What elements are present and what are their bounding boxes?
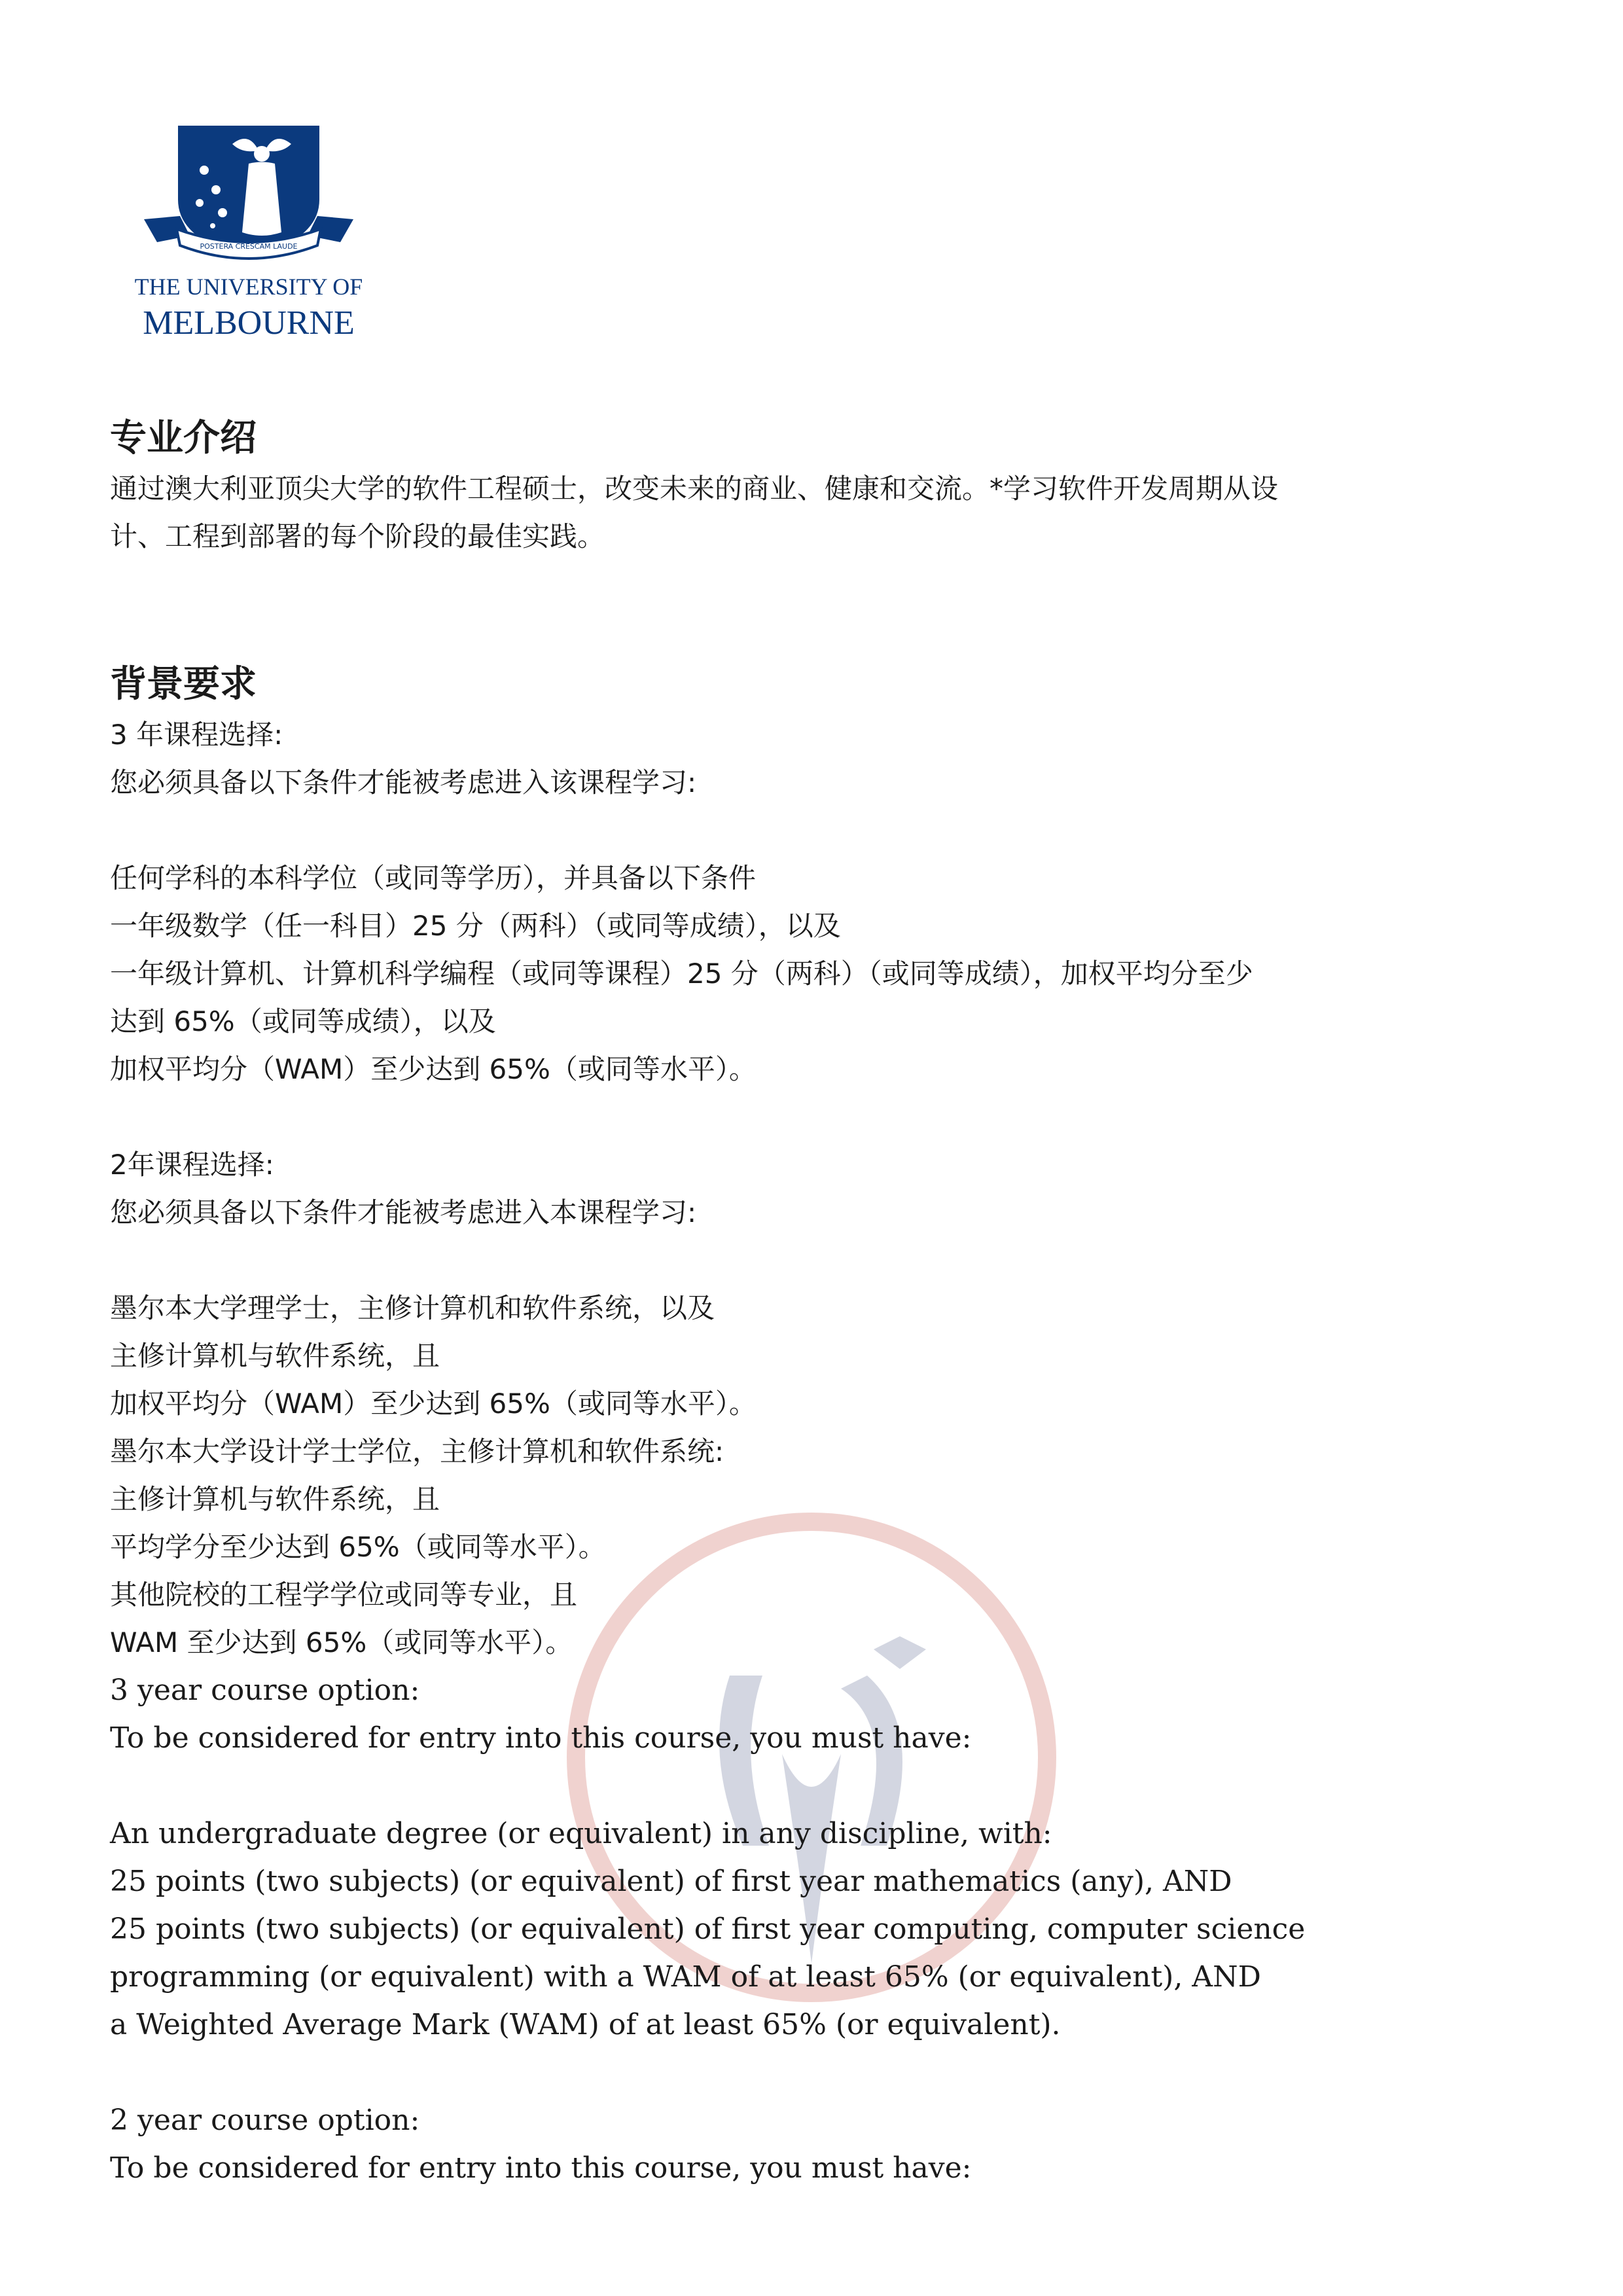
cn-3yr-item: 加权平均分（WAM）至少达到 65%（或同等水平）。: [110, 1053, 757, 1085]
document-body: [110, 412, 1517, 2192]
cn-2yr-item: 其他院校的工程学学位或同等专业，且: [110, 1579, 578, 1611]
logo-ribbon-text: POSTERA CRESCAM LAUDE: [200, 242, 298, 251]
cn-3yr-item: 达到 65%（或同等成绩），以及: [110, 1005, 496, 1037]
cn-2yr-item: 主修计算机与软件系统，且: [110, 1483, 440, 1515]
cn-2yr-item: 加权平均分（WAM）至少达到 65%（或同等水平）。: [110, 1388, 757, 1420]
university-logo: [118, 108, 380, 350]
logo-line-2: MELBOURNE: [143, 304, 355, 342]
en-3yr-item: 25 points (two subjects) (or equivalent) of first year mathematics (any), AND: [110, 1865, 1232, 1898]
cn-3yr-subheading: 您必须具备以下条件才能被考虑进入该课程学习:: [110, 766, 697, 798]
cn-2yr-heading: 2年课程选择:: [110, 1149, 274, 1181]
cn-2yr-item: 墨尔本大学理学士，主修计算机和软件系统，以及: [110, 1292, 715, 1324]
background-title: 背景要求: [110, 663, 257, 706]
cn-2yr-item: 墨尔本大学设计学士学位，主修计算机和软件系统:: [110, 1435, 724, 1467]
cn-3yr-item: 一年级数学（任一科目）25 分（两科）（或同等成绩），以及: [110, 910, 841, 942]
en-3yr-subheading: To be considered for entry into this course, you must have:: [110, 1721, 972, 1755]
en-3yr-item: programming (or equivalent) with a WAM of at least 65% (or equivalent), AND: [110, 1960, 1261, 1994]
cn-2yr-item: WAM 至少达到 65%（或同等水平）。: [110, 1626, 573, 1659]
en-2yr-heading: 2 year course option:: [110, 2104, 420, 2137]
en-2yr-subheading: To be considered for entry into this course, you must have:: [110, 2151, 972, 2185]
intro-line: 通过澳大利亚顶尖大学的软件工程硕士，改变未来的商业、健康和交流。*学习软件开发周期从设: [110, 473, 1279, 505]
cn-2yr-subheading: 您必须具备以下条件才能被考虑进入本课程学习:: [110, 1196, 697, 1229]
en-3yr-item: 25 points (two subjects) (or equivalent) of first year computing, computer science: [110, 1912, 1306, 1946]
cn-2yr-item: 平均学分至少达到 65%（或同等水平）。: [110, 1531, 606, 1563]
cn-2yr-item: 主修计算机与软件系统，且: [110, 1340, 440, 1372]
cn-3yr-item: 任何学科的本科学位（或同等学历），并具备以下条件: [110, 862, 757, 894]
intro-line: 计、工程到部署的每个阶段的最佳实践。: [110, 520, 605, 552]
cn-3yr-item: 一年级计算机、计算机科学编程（或同等课程）25 分（两科）（或同等成绩），加权平均分至少: [110, 958, 1253, 990]
en-3yr-heading: 3 year course option:: [110, 1674, 420, 1707]
intro-title: 专业介绍: [110, 417, 257, 459]
cn-3yr-heading: 3 年课程选择:: [110, 719, 283, 751]
en-3yr-item: An undergraduate degree (or equivalent) in any discipline, with:: [110, 1817, 1052, 1850]
logo-line-1: THE UNIVERSITY OF: [134, 274, 363, 300]
en-3yr-item: a Weighted Average Mark (WAM) of at least 65% (or equivalent).: [110, 2008, 1061, 2041]
